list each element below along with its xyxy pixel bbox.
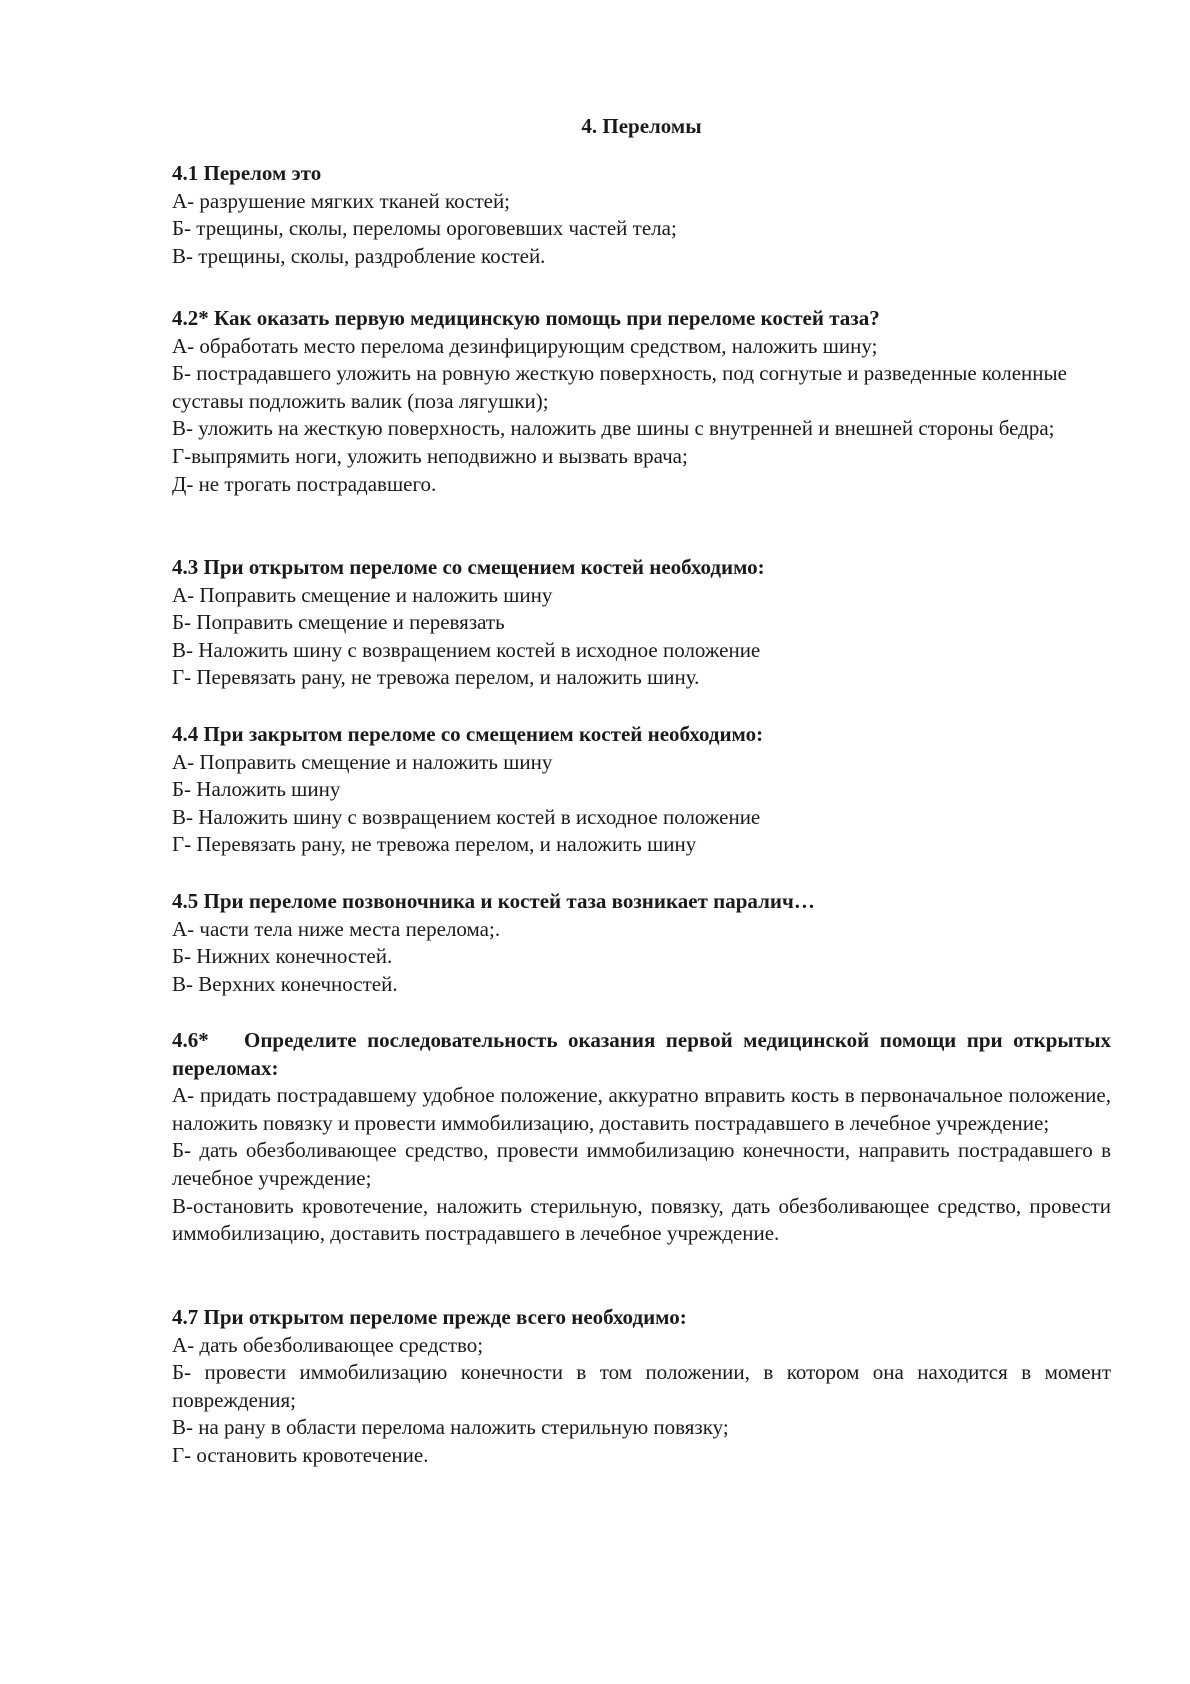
answer-option: А- части тела ниже места перелома;. (172, 916, 501, 941)
question-4-2 (172, 305, 1111, 498)
question-text: 4.5 При переломе позвоночника и костей таза возникает паралич… (172, 889, 815, 913)
question-4-7 (172, 1304, 1111, 1470)
answer-option: Б- пострадавшего уложить на ровную жесткую поверхность, под согнутые и разведенные коленные суставы подложить валик (поза лягушки); (172, 361, 1067, 413)
answer-option: А- Поправить смещение и наложить шину (172, 749, 553, 774)
answer-option: Б- Поправить смещение и перевязать (172, 610, 505, 635)
answer-option: А- обработать место перелома дезинфицирующим средством, наложить шину; (172, 333, 878, 358)
question-text: 4.2* Как оказать первую медицинскую помощь при переломе костей таза? (172, 306, 880, 330)
answer-option: Б- Нижних конечностей. (172, 944, 393, 969)
question-text (172, 1027, 1111, 1082)
answer-option: В-остановить кровотечение, наложить стерильную, повязку, дать обезболивающее средство, провести иммобилизацию, доставить пострадавшего в лечебное учреждение. (172, 1193, 1111, 1246)
answer-option: А- дать обезболивающее средство; (172, 1332, 484, 1357)
answer-option: В- уложить на жесткую поверхность, наложить две шины с внутренней и внешней стороны бедра; (172, 416, 1055, 441)
answer-option: В- трещины, сколы, раздробление костей. (172, 243, 546, 268)
answer-option: В- Верхних конечностей. (172, 971, 398, 996)
answer-option: Б- трещины, сколы, переломы ороговевших частей тела; (172, 216, 677, 241)
answer-option: А- Поправить смещение и наложить шину (172, 582, 553, 607)
question-text: 4.3 При открытом переломе со смещением костей необходимо: (172, 555, 765, 579)
question-4-1 (172, 160, 1111, 270)
answer-option: А- придать пострадавшему удобное положение, аккуратно вправить кость в первоначальное положение, наложить повязку и провести иммобилизацию, доставить пострадавшего в лечебное учреждение; (172, 1083, 1111, 1135)
question-4-4 (172, 721, 1111, 859)
answer-option: Г- Перевязать рану, не тревожа перелом, и наложить шину (172, 832, 697, 857)
answer-option: Г- остановить кровотечение. (172, 1442, 429, 1467)
page-title: 4. Переломы (581, 114, 702, 138)
answer-option: Г-выпрямить ноги, уложить неподвижно и вызвать врача; (172, 443, 688, 468)
answer-option: В- Наложить шину с возвращением костей в исходное положение (172, 804, 761, 829)
question-4-6 (172, 1027, 1111, 1248)
question-text: 4.1 Перелом это (172, 161, 322, 185)
answer-option: Б- провести иммобилизацию конечности в том положении, в котором она находится в момент повреждения; (172, 1360, 1111, 1412)
question-4-5 (172, 888, 1111, 998)
answer-option: В- на рану в области перелома наложить стерильную повязку; (172, 1415, 729, 1440)
answer-option: В- Наложить шину с возвращением костей в исходное положение (172, 637, 761, 662)
answer-option: Д- не трогать пострадавшего. (172, 471, 437, 496)
question-body: Определите последовательность оказания первой медицинской помощи при открытых переломах: (172, 1028, 1111, 1080)
answer-option: Б- Наложить шину (172, 777, 341, 802)
answer-option: А- разрушение мягких тканей костей; (172, 188, 511, 213)
question-number: 4.6* (172, 1028, 209, 1052)
question-4-3 (172, 554, 1111, 692)
question-text: 4.4 При закрытом переломе со смещением костей необходимо: (172, 722, 764, 746)
answer-option: Б- дать обезболивающее средство, провести иммобилизацию конечности, направить пострадавшего в лечебное учреждение; (172, 1138, 1111, 1190)
answer-option: Г- Перевязать рану, не тревожа перелом, и наложить шину. (172, 665, 700, 690)
question-text: 4.7 При открытом переломе прежде всего необходимо: (172, 1305, 687, 1329)
